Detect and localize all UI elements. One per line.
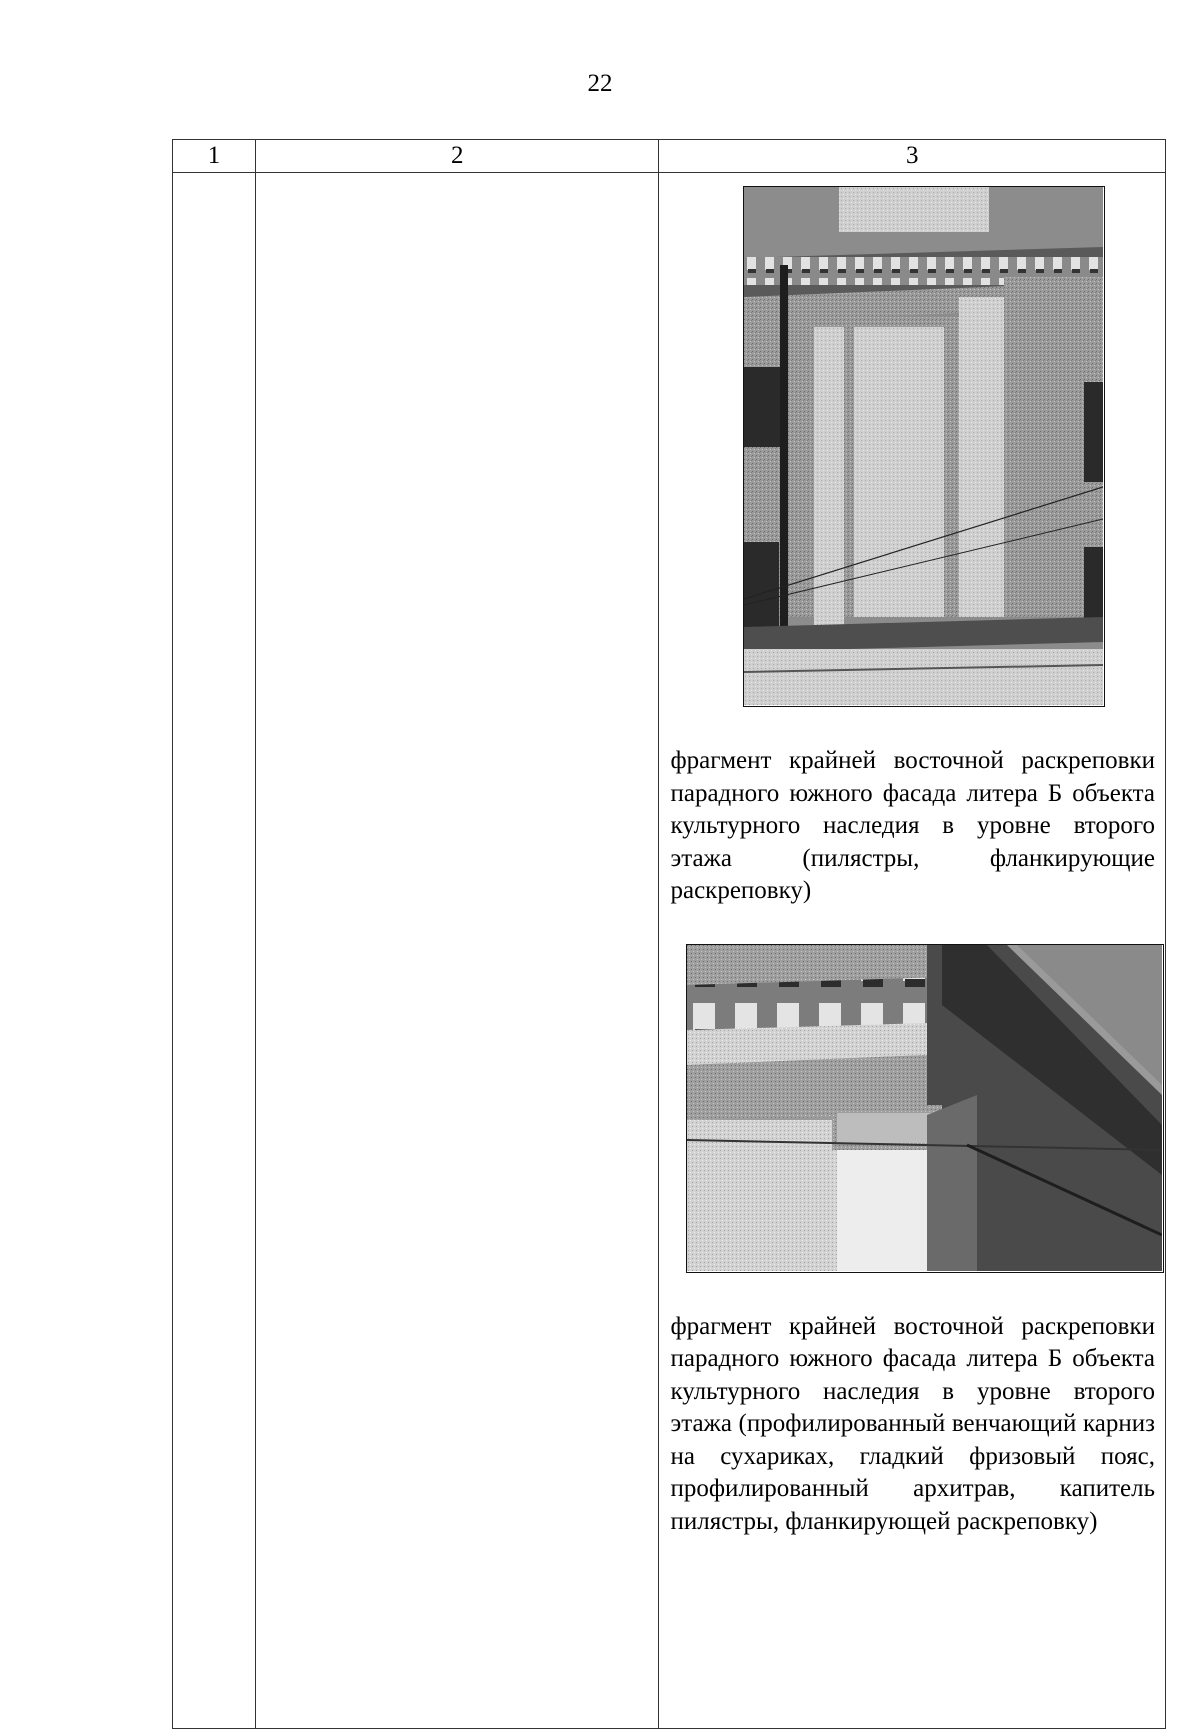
photo-caption: фрагмент крайней восточной раскреповки парадного южного фасада литера Б объекта культурного наследия в уровне второго этажа (пилястры, фланкирующие раскреповку) <box>670 747 1155 904</box>
table-header-row <box>173 140 1166 173</box>
table-cell-col3 <box>659 173 1166 1729</box>
facade-photo-pilasters-image <box>744 187 1103 705</box>
photo-caption: фрагмент крайней восточной раскреповки парадного южного фасада литера Б объекта культурного наследия в уровне второго этажа (профилированный венчающий карниз на сухариках, гладкий фризовый пояс, профилированный архитрав, капитель пилястры, фланкирующей раскреповку) <box>670 1312 1155 1535</box>
header-cell-1: 1 <box>173 140 256 173</box>
header-cell-3: 3 <box>659 140 1166 173</box>
header-cell-2: 2 <box>256 140 659 173</box>
table-cell-col1 <box>173 173 256 1729</box>
facade-photo-cornice-image <box>687 945 1162 1271</box>
facade-photo-cornice <box>686 944 1164 1273</box>
document-table <box>172 139 1166 1729</box>
table-row <box>173 173 1166 1729</box>
facade-photo-pilasters <box>743 186 1105 707</box>
page-number: 22 <box>587 70 613 97</box>
table-cell-col2 <box>256 173 659 1729</box>
